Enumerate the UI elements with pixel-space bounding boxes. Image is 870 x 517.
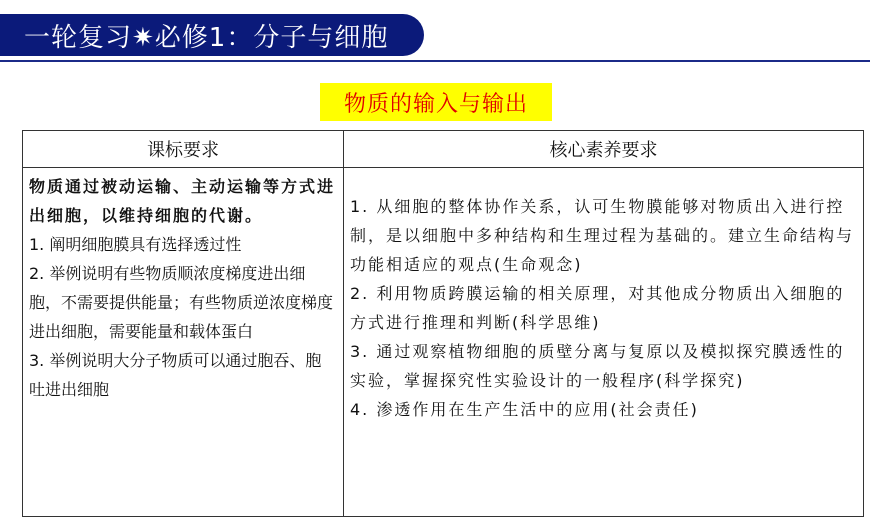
header-banner <box>0 14 424 56</box>
topic-highlight <box>320 83 552 121</box>
page-title: 一轮复习✷必修1：分子与细胞 <box>24 22 389 53</box>
curriculum-intro: 物质通过被动运输、主动运输等方式进出细胞，以维持细胞的代谢。 <box>29 177 336 225</box>
curriculum-item-1: 1. 阐明细胞膜具有选择透过性 <box>29 235 242 254</box>
topic-title: 物质的输入与输出 <box>343 91 528 117</box>
table-row <box>23 168 864 517</box>
core-literacy-cell <box>344 168 864 517</box>
core-item-3: 3. 通过观察植物细胞的质壁分离与复原以及模拟探究膜透性的实验，掌握探究性实验设计的一般程序(科学探究) <box>350 342 845 390</box>
core-item-4: 4. 渗透作用在生产生活中的应用(社会责任) <box>350 400 699 419</box>
curriculum-item-3: 3. 举例说明大分子物质可以通过胞吞、胞吐进出细胞 <box>29 351 322 399</box>
requirements-table <box>22 130 864 517</box>
core-item-2: 2. 利用物质跨膜运输的相关原理，对其他成分物质出入细胞的方式进行推理和判断(科学思维) <box>350 284 845 332</box>
core-item-1: 1. 从细胞的整体协作关系，认可生物膜能够对物质出入进行控制，是以细胞中多种结构和生理过程为基础的。建立生命结构与功能相适应的观点(生命观念) <box>350 197 855 274</box>
header-curriculum: 课标要求 <box>23 131 344 168</box>
table-header-row <box>23 131 864 168</box>
header-core-literacy: 核心素养要求 <box>344 131 864 168</box>
header-divider <box>0 60 870 62</box>
curriculum-item-2: 2. 举例说明有些物质顺浓度梯度进出细胞，不需要提供能量；有些物质逆浓度梯度进出细胞，需要能量和载体蛋白 <box>29 264 334 341</box>
curriculum-cell <box>23 168 344 517</box>
